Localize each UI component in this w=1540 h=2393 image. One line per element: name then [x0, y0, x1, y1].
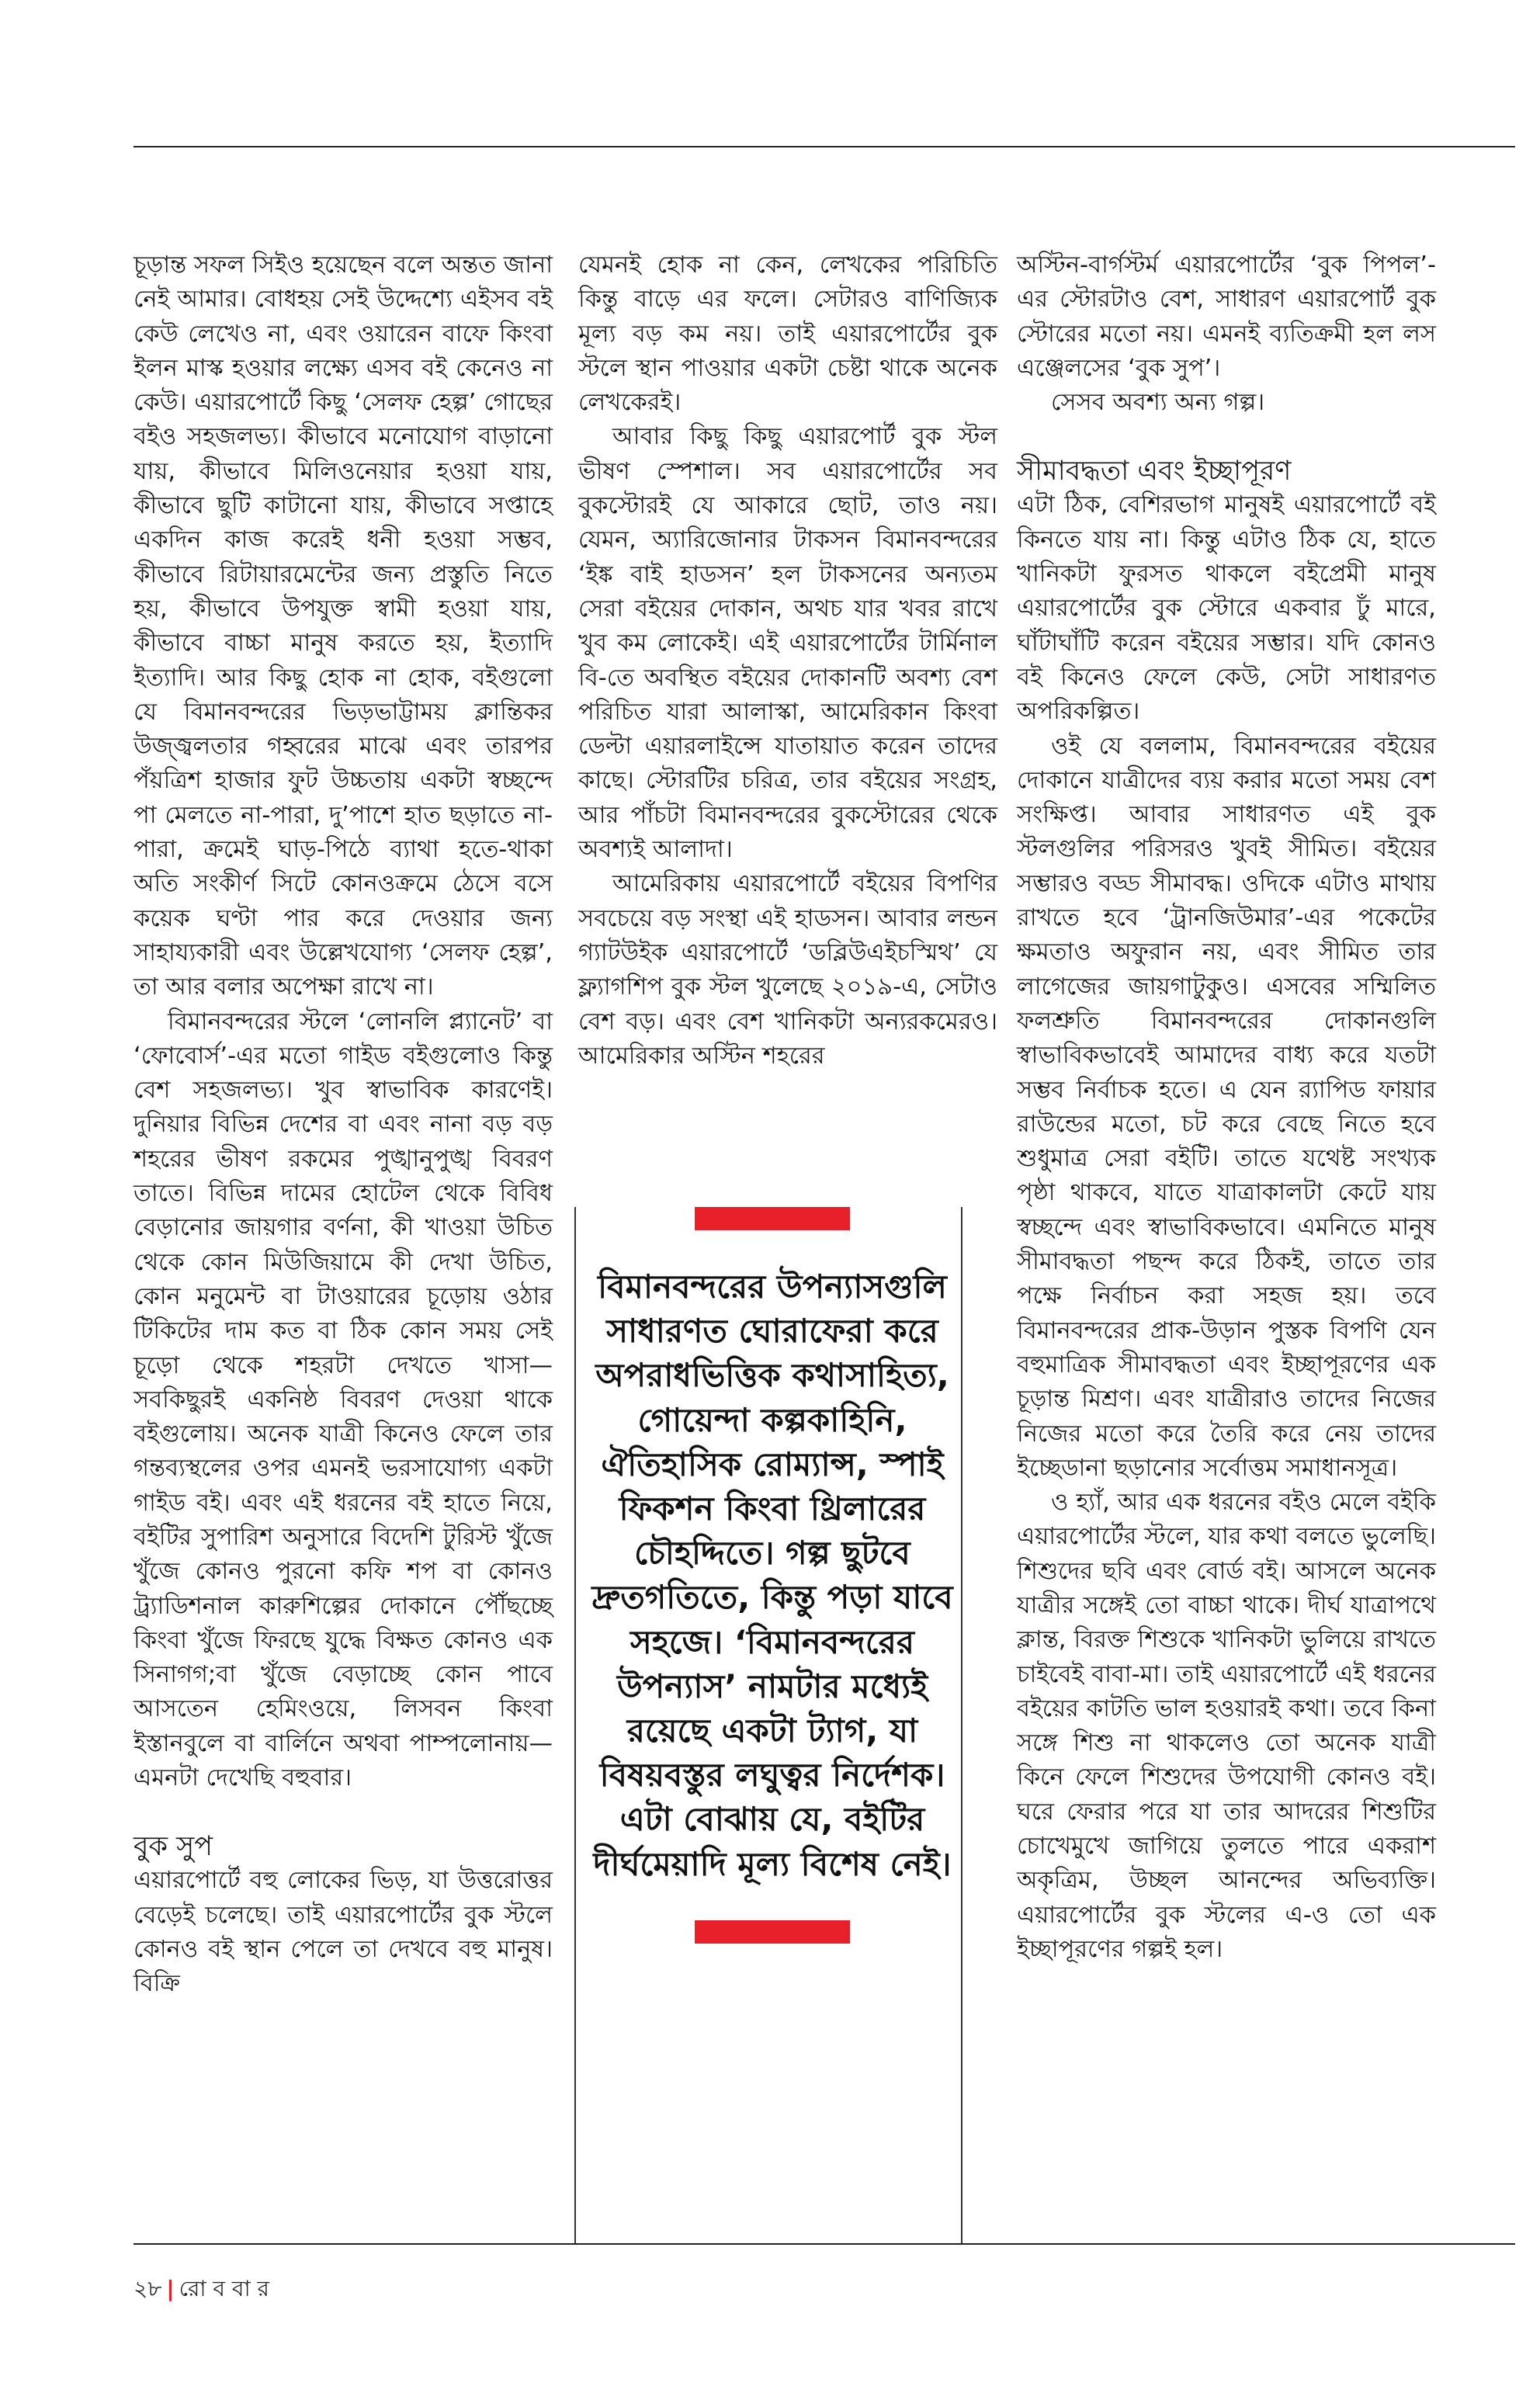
page-folio [134, 2276, 269, 2302]
article-column-2 [578, 248, 997, 1073]
section-heading: সীমাবদ্ধতা এবং ইচ্ছাপূরণ [1017, 456, 1292, 487]
top-rule [134, 146, 1515, 147]
paragraph: এয়ারপোর্টে বহু লোকের ভিড়, যা উত্তরোত্তর বেড়েই চলেছে। তাই এয়ারপোর্টের বুক স্টলে কোনও বই স্থান পেলে তা দেখবে বহু মানুষ। বিক্রি [134, 1867, 553, 1998]
pull-quote-top-bar [695, 1207, 850, 1230]
pull-quote-bottom-bar [695, 1920, 850, 1944]
paragraph: যেমনই হোক না কেন, লেখকের পরিচিতি কিন্তু বাড়ে এর ফলে। সেটারও বাণিজ্যিক মূল্য বড় কম নয়। তাই এয়ারপোর্টের বুক স্টলে স্থান পাওয়ার একটা চেষ্টা থাকে অনেক লেখকেরই। [578, 251, 997, 417]
article-column-3 [1017, 248, 1436, 1967]
pull-quote-text: বিমানবন্দরের উপন্যাসগুলি সাধারণত ঘোরাফেরা করে অপরাধভিত্তিক কথাসাহিত্য, গোয়েন্দা কল্পকাহিনি, ঐতিহাসিক রোম্যান্স, স্পাই ফিকশন কিংবা থ্রিলারের চৌহদ্দিতে। গল্প ছুটবে দ্রুতগতিতে, কিন্তু পড়া যাবে সহজে। ‘বিমানবন্দরের উপন্যাস’ নামটার মধ্যেই রয়েছে একটা ট্যাগ, যা বিষয়বস্তুর লঘুত্বর নির্দেশক। এটা বোঝায় যে, বইটির দীর্ঘমেয়াদি মূল্য বিশেষ নেই। [591, 1268, 953, 1883]
paragraph: চূড়ান্ত সফল সিইও হয়েছেন বলে অন্তত জানা নেই আমার। বোধহয় সেই উদ্দেশ্যে এইসব বই কেউ লেখেও না, এবং ওয়ারেন বাফে কিংবা ইলন মাস্ক হওয়ার লক্ষ্যে এসব বই কেনেও না কেউ। এয়ারপোর্টে কিছু ‘সেলফ হেল্প’ গোছের বইও সহজলভ্য। কীভাবে মনোযোগ বাড়ানো যায়, কীভাবে মিলিওনেয়ার হওয়া যায়, কীভাবে ছুটি কাটানো যায়, কীভাবে সপ্তাহে একদিন কাজ করেই ধনী হওয়া সম্ভব, কীভাবে রিটায়ারমেন্টের জন্য প্রস্তুতি নিতে হয়, কীভাবে উপযুক্ত স্বামী হওয়া যায়, কীভাবে বাচ্চা মানুষ করতে হয়, ইত্যাদি ইত্যাদি। আর কিছু হোক না হোক, বইগুলো যে বিমানবন্দরের ভিড়ভাট্টাময় ক্লান্তিকর উজ্জ্বলতার গহ্বরের মাঝে এবং তারপর পঁয়ত্রিশ হাজার ফুট উচ্চতায় একটা স্বচ্ছন্দে পা মেলতে না-পারা, দু’পাশে হাত ছড়াতে না-পারা, ক্রমেই ঘাড়-পিঠে ব্যাথা হতে-থাকা অতি সংকীর্ণ সিটে কোনওক্রমে ঠেসে বসে কয়েক ঘণ্টা পার করে দেওয়ার জন্য সাহায্যকারী এবং উল্লেখযোগ্য ‘সেলফ হেল্প’, তা আর বলার অপেক্ষা রাখে না। [134, 251, 553, 1001]
paragraph: আমেরিকায় এয়ারপোর্টে বইয়ের বিপণির সবচেয়ে বড় সংস্থা এই হাডসন। আবার লন্ডন গ্যাটউইক এয়ারপোর্টে ‘ডব্লিউএইচস্মিথ’ যে ফ্ল্যাগশিপ বুক স্টল খুলেছে ২০১৯-এ, সেটাও বেশ বড়। এবং বেশ খানিকটা অন্যরকমেরও। আমেরিকার অস্টিন শহরের [578, 870, 998, 1070]
paragraph: সেসব অবশ্য অন্য গল্প। [1051, 389, 1265, 417]
paragraph: এটা ঠিক, বেশিরভাগ মানুষই এয়ারপোর্টে বই কিনতে যায় না। কিন্তু এটাও ঠিক যে, হাতে খানিকটা ফুরসত থাকলে বইপ্রেমী মানুষ এয়ারপোর্টের বুক স্টোরে একবার ঢুঁ মারে, ঘাঁটাঘাঁটি করেন বইয়ের সম্ভার। যদি কোনও বই কিনেও ফেলে কেউ, সেটা সাধারণত অপরিকল্পিত। [1017, 491, 1436, 726]
paragraph: বিমানবন্দরের স্টলে ‘লোনলি প্ল্যানেট’ বা ‘ফোবোর্স’-এর মতো গাইড বইগুলোও কিন্তু বেশ সহজলভ্য। খুব স্বাভাবিক কারণেই। দুনিয়ার বিভিন্ন দেশের বা এবং নানা বড় বড় শহরের ভীষণ রকমের পুঙ্খানুপুঙ্খ বিবরণ তাতে। বিভিন্ন দামের হোটেল থেকে বিবিধ বেড়ানোর জায়গার বর্ণনা, কী খাওয়া উচিত থেকে কোন মিউজিয়ামে কী দেখা উচিত, কোন মনুমেন্ট বা টাওয়ারের চূড়োয় ওঠার টিকিটের দাম কত বা ঠিক কোন সময় সেই চূড়ো থেকে শহরটা দেখতে খাসা— সবকিছুরই একনিষ্ঠ বিবরণ দেওয়া থাকে বইগুলোয়। অনেক যাত্রী কিনেও ফেলে তার গন্তব্যস্থলের ওপর এমনই ভরসাযোগ্য একটা গাইড বই। এবং এই ধরনের বই হাতে নিয়ে, বইটির সুপারিশ অনুসারে বিদেশি টুরিস্ট খুঁজে খুঁজে কোনও পুরনো কফি শপ বা কোনও ট্র্যাডিশনাল কারুশিল্পের দোকানে পৌঁছচ্ছে কিংবা খুঁজে ফিরছে যুদ্ধে বিক্ষত কোনও এক সিনাগগ;বা খুঁজে বেড়াচ্ছে কোন পাবে আসতেন হেমিংওয়ে, লিসবন কিংবা ইস্তানবুলে বা বার্লিনে অথবা পাম্পলোনায়— এমনটা দেখেছি বহুবার। [134, 1007, 553, 1792]
bottom-rule [134, 2243, 1515, 2245]
paragraph: আবার কিছু কিছু এয়ারপোর্ট বুক স্টল ভীষণ স্পেশাল। সব এয়ারপোর্টের সব বুকস্টোরই যে আকারে ছোট, তাও নয়। যেমন, অ্যারিজোনার টাকসন বিমানবন্দরের ‘ইঙ্ক বাই হাডসন’ হল টাকসনের অন্যতম সেরা বইয়ের দোকান, অথচ যার খবর রাখে খুব কম লোকেই। এই এয়ারপোর্টের টার্মিনাল বি-তে অবস্থিত বইয়ের দোকানটি অবশ্য বেশ পরিচিত যারা আলাস্কা, আমেরিকান কিংবা ডেল্টা এয়ারলাইন্সে যাতায়াত করেন তাদের কাছে। স্টোরটির চরিত্র, তার বইয়ের সংগ্রহ, আর পাঁচটা বিমানবন্দরের বুকস্টোরের থেকে অবশ্যই আলাদা। [578, 423, 997, 864]
page-number: ২৮ [134, 2276, 162, 2301]
folio-separator: | [166, 2276, 175, 2301]
paragraph: ও হ্যাঁ, আর এক ধরনের বইও মেলে বইকি এয়ারপোর্টের স্টলে, যার কথা বলতে ভুলেছি। শিশুদের ছবি এবং বোর্ড বই। আসলে অনেক যাত্রীর সঙ্গেই তো বাচ্চা থাকে। দীর্ঘ যাত্রাপথে ক্লান্ত, বিরক্ত শিশুকে খানিকটা ভুলিয়ে রাখতে চাইবেই বাবা-মা। তাই এয়ারপোর্টে এই ধরনের বইয়ের কাটতি ভাল হওয়ারই কথা। তবে কিনা সঙ্গে শিশু না থাকলেও তো অনেক যাত্রী কিনে ফেলে শিশুদের উপযোগী কোনও বই। ঘরে ফেরার পরে যা তার আদরের শিশুটির চোখেমুখে জাগিয়ে তুলতে পারে একরাশ অকৃত্রিম, উচ্ছল আনন্দের অভিব্যক্তি। এয়ারপোর্টের বুক স্টলের এ-ও তো এক ইচ্ছাপূরণের গল্পই হল। [1017, 1489, 1436, 1963]
article-column-1 [134, 248, 553, 2002]
column-divider [961, 1207, 962, 2243]
magazine-name: রো ব বা র [179, 2276, 269, 2301]
column-divider [574, 1207, 576, 2243]
paragraph: ওই যে বললাম, বিমানবন্দরের বইয়ের দোকানে যাত্রীদের ব্যয় করার মতো সময় বেশ সংক্ষিপ্ত। আবার সাধারণত এই বুক স্টলগুলির পরিসরও খুবই সীমিত। বইয়ের সম্ভারও বড্ড সীমাবদ্ধ। ওদিকে এটাও মাথায় রাখতে হবে ‘ট্রানজিউমার’-এর পকেটের ক্ষমতাও অফুরান নয়, এবং সীমিত তার লাগেজের জায়গাটুকুও। এসবের সম্মিলিত ফলশ্রুতি বিমানবন্দরের দোকানগুলি স্বাভাবিকভাবেই আমাদের বাধ্য করে যতটা সম্ভব নির্বাচক হতে। এ যেন র‍্যাপিড ফায়ার রাউন্ডের মতো, চট করে বেছে নিতে হবে শুধুমাত্র সেরা বইটি। তাতে যথেষ্ট সংখ্যক পৃষ্ঠা থাকবে, যাতে যাত্রাকালটা কেটে যায় স্বচ্ছন্দে এবং স্বাভাবিকভাবে। এমনিতে মানুষ সীমাবদ্ধতা পছন্দ করে ঠিকই, তাতে তার পক্ষে নির্বাচন করা সহজ হয়। তবে বিমানবন্দরের প্রাক-উড়ান পুস্তক বিপণি যেন বহুমাত্রিক সীমাবদ্ধতা এবং ইচ্ছাপূরণের এক চূড়ান্ত মিশ্রণ। এবং যাত্রীরাও তাদের নিজের নিজের মতো করে তৈরি করে নেয় তাদের ইচ্ছেডানা ছড়ানোর সর্বোত্তম সমাধানসূত্র। [1017, 732, 1436, 1482]
paragraph: অস্টিন-বার্গস্টর্ম এয়ারপোর্টের ‘বুক পিপল’-এর স্টোরটাও বেশ, সাধারণ এয়ারপোর্ট বুক স্টোরের মতো নয়। এমনই ব্যতিক্রমী হল লস এঞ্জেলসের ‘বুক সুপ’। [1017, 251, 1436, 382]
pull-quote [590, 1207, 955, 1944]
section-heading: বুক সুপ [134, 1831, 213, 1863]
